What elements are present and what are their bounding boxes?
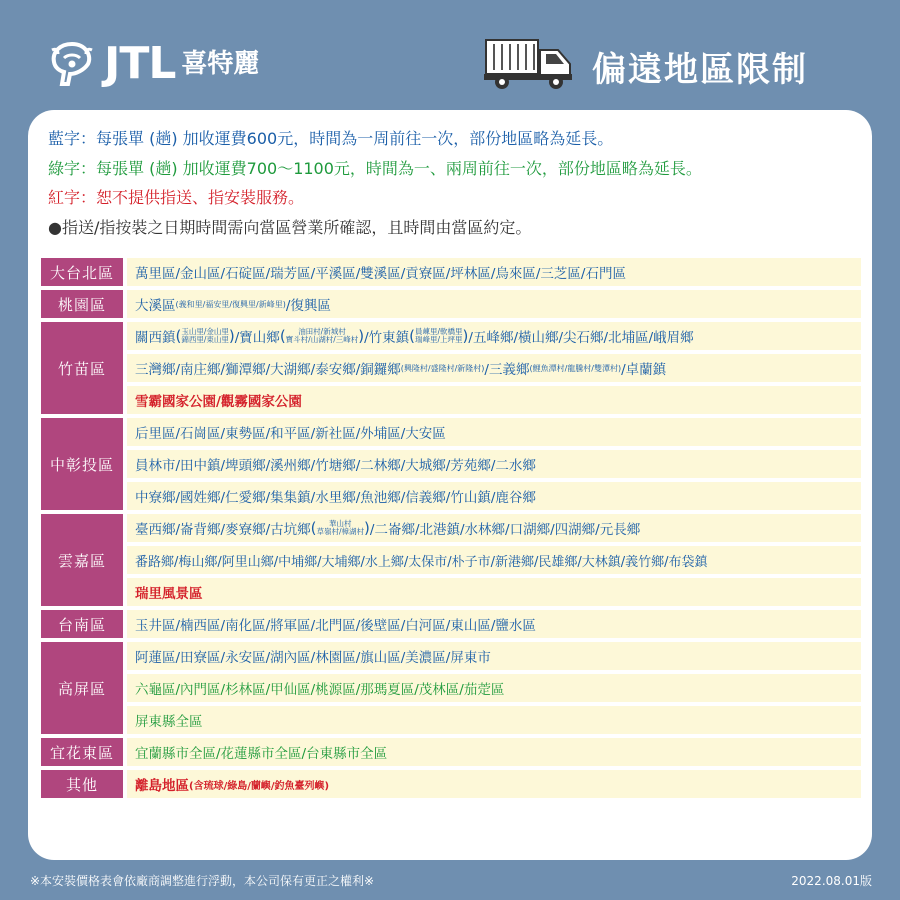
region-row-gaoping (41, 642, 861, 734)
region-cell: 宜蘭縣市全區/花蓮縣市全區/台東縣市全區 (127, 738, 861, 766)
region-cell: 后里區/石崗區/東勢區/和平區/新社區/外埔區/大安區 (127, 418, 861, 446)
area-text: 臺西鄉/崙背鄉/麥寮鄉/古坑鄉 (135, 522, 311, 538)
area-note: (鯉魚潭村/龍騰村/雙潭村) (529, 363, 622, 373)
region-cell: 玉井區/楠西區/南化區/將軍區/北門區/後壁區/白河區/東山區/鹽水區 (127, 610, 861, 638)
region-cell: 番路鄉/梅山鄉/阿里山鄉/中埔鄉/大埔鄉/水上鄉/太保市/朴子市/新港鄉/民雄鄉/大林鎮/義竹鄉/布袋鎮 (127, 546, 861, 574)
area-text: /復興區 (285, 298, 331, 314)
region-row-taipei (41, 258, 861, 286)
region-row-taoyuan (41, 290, 861, 318)
area-note: 員崠里/軟橋里 瑞峰里/上坪里 (415, 326, 463, 344)
area-text: 三灣鄉/南庄鄉/獅潭鄉/大湖鄉/泰安鄉/銅鑼鄉 (135, 362, 401, 378)
area-text: /二崙鄉/北港鎮/水林鄉/口湖鄉/四湖鄉/元長鄉 (369, 522, 641, 538)
area-text: 離島地區 (135, 778, 189, 794)
region-row-zhumiao (41, 322, 861, 414)
area-note: 華山村 草嶺村/樟湖村 (316, 518, 365, 536)
area-note: (含琉球/綠島/蘭嶼/釣魚臺列嶼) (189, 780, 330, 792)
header (0, 0, 900, 110)
region-cell (127, 354, 861, 382)
area-text: /卓蘭鎮 (621, 362, 667, 378)
region-label: 竹苗區 (41, 322, 123, 414)
region-label: 其他 (41, 770, 123, 798)
region-cell: 雪霸國家公園/觀霧國家公園 (127, 386, 861, 414)
region-label: 桃園區 (41, 290, 123, 318)
area-text: /寶山鄉 (234, 330, 280, 346)
area-text: /竹東鎮 (364, 330, 410, 346)
region-row-yihuadong (41, 738, 861, 766)
region-row-yunjia (41, 514, 861, 606)
region-cell (127, 770, 861, 798)
region-label: 大台北區 (41, 258, 123, 286)
area-text: 大溪區 (135, 298, 176, 314)
region-row-other (41, 770, 861, 798)
region-cell: 臺西鄉/崙背鄉/麥寮鄉/古坑鄉 ( 華山村 草嶺村/樟湖村 ) /二崙鄉/北港鎮/水林鄉/口湖鄉/四湖鄉/元長鄉 (127, 514, 861, 542)
region-label: 宜花東區 (41, 738, 123, 766)
area-note: (興隆村/盛隆村/新隆村) (400, 363, 485, 373)
region-cell (127, 290, 861, 318)
content-card (28, 110, 872, 860)
region-row-tainan (41, 610, 861, 638)
region-cell: 瑞里風景區 (127, 578, 861, 606)
page-title: 偏遠地區限制 (592, 50, 808, 90)
area-note: (義和里/福安里/復興里/新峰里) (175, 299, 286, 309)
footer-disclaimer: ※本安裝價格表會依廠商調整進行浮動，本公司保有更正之權利※ (30, 874, 375, 888)
region-cell: 萬里區/金山區/石碇區/瑞芳區/平溪區/雙溪區/貢寮區/坪林區/烏來區/三芝區/石門區 (127, 258, 861, 286)
region-cell: 員林市/田中鎮/埤頭鄉/溪州鄉/竹塘鄉/二林鄉/大城鄉/芳苑鄉/二水鄉 (127, 450, 861, 478)
region-table (41, 258, 861, 802)
note-red: 紅字：恕不提供指送、指安裝服務。 (48, 188, 305, 207)
brand-name-cn: 喜特麗 (181, 49, 260, 79)
note-green: 綠字：每張單 (趟) 加收運費700～1100元，時間為一、兩周前往一次，部份地區略為延長。 (48, 158, 702, 178)
brand-name: JTL (104, 38, 176, 89)
brand-logo (46, 38, 259, 90)
region-label: 中彰投區 (41, 418, 123, 510)
region-cell: 六龜區/內門區/杉林區/甲仙區/桃源區/那瑪夏區/茂林區/茄萣區 (127, 674, 861, 702)
region-cell: 阿蓮區/田寮區/永安區/湖內區/林園區/旗山區/美濃區/屏東市 (127, 642, 861, 670)
note-schedule: ●指送/指按裝之日期時間需向當區營業所確認，且時間由當區約定。 (48, 217, 532, 237)
region-label: 台南區 (41, 610, 123, 638)
note-blue: 藍字：每張單 (趟) 加收運費600元，時間為一周前往一次，部份地區略為延長。 (48, 129, 614, 148)
area-text: 關西鎮 (135, 330, 176, 346)
region-label: 高屏區 (41, 642, 123, 734)
area-text: /三義鄉 (484, 362, 530, 378)
footer-version: 2022.08.01版 (791, 874, 872, 888)
region-cell: 屏東縣全區 (127, 706, 861, 734)
jtl-logo-icon (46, 38, 98, 90)
area-note: 油田村/新城村 寶斗村/山湖村/三峰村 (285, 326, 359, 344)
area-text: /五峰鄉/橫山鄉/尖石鄉/北埔區/峨眉鄉 (468, 330, 694, 346)
notes (48, 124, 858, 242)
truck-icon (484, 36, 574, 92)
region-row-zhongzhangtou (41, 418, 861, 510)
region-cell: 關西鎮 ( 玉山里/金山里 錦西里/東山里 ) /寶山鄉 ( 油田村/新城村 寶斗村/山湖村/三峰村 ) /竹東鎮 ( 員崠里/軟橋里 瑞峰里/上坪里 ) /五峰鄉/橫山鄉/尖石鄉/北埔區/峨眉鄉 (127, 322, 861, 350)
region-label: 雲嘉區 (41, 514, 123, 606)
area-note: 玉山里/金山里 錦西里/東山里 (181, 326, 229, 344)
region-cell: 中寮鄉/國姓鄉/仁愛鄉/集集鎮/水里鄉/魚池鄉/信義鄉/竹山鎮/鹿谷鄉 (127, 482, 861, 510)
